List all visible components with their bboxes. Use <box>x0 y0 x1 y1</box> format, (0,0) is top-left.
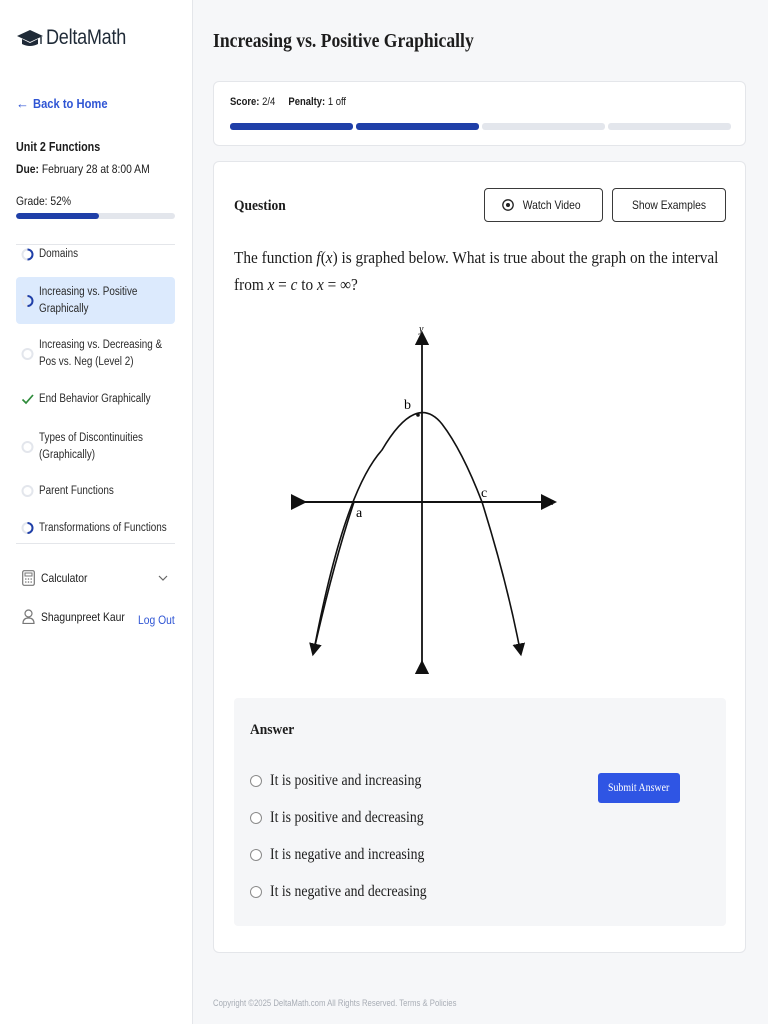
score-card <box>213 81 746 146</box>
point-label-b: b <box>404 398 411 413</box>
sidebar-item-domains[interactable] <box>16 245 175 263</box>
show-examples-button[interactable]: Show Examples <box>612 188 726 222</box>
logo[interactable] <box>16 24 139 52</box>
score-label: Score: <box>230 96 260 108</box>
back-to-home-link[interactable] <box>16 96 120 111</box>
grade-text: Grade: 52% <box>16 194 72 208</box>
vertex-point <box>416 413 420 417</box>
progress-segment <box>608 123 731 130</box>
logout-link[interactable]: Log Out <box>138 613 175 627</box>
answer-option-text: It is negative and increasing <box>270 846 425 863</box>
radio-button[interactable] <box>250 812 262 824</box>
point-label-c: c <box>481 486 488 501</box>
back-label: Back to Home <box>33 96 108 111</box>
score-line <box>230 96 365 108</box>
answer-option-text: It is positive and increasing <box>270 772 422 789</box>
progress-segment <box>230 123 353 130</box>
answer-section <box>234 698 726 926</box>
grade-progress-fill <box>16 213 99 219</box>
answer-option[interactable] <box>250 846 450 864</box>
page-title: Increasing vs. Positive Graphically <box>213 30 474 52</box>
sidebar <box>0 0 193 1024</box>
answer-option[interactable] <box>250 809 449 827</box>
function-graph <box>214 162 747 682</box>
sidebar-item-label: Domains <box>39 247 79 260</box>
check-icon <box>21 393 34 406</box>
sidebar-item-label: Parent Functions <box>39 484 114 497</box>
grade-progress-bar <box>16 213 175 219</box>
sidebar-item-parent-functions[interactable] <box>16 480 175 502</box>
progress-segment <box>482 123 605 130</box>
penalty-label: Penalty: <box>288 96 326 108</box>
brand-name: DeltaMath <box>46 26 126 49</box>
sidebar-item-end-behavior[interactable] <box>16 388 175 410</box>
due-date: Due: February 28 at 8:00 AM <box>16 162 150 176</box>
sidebar-item-label: Types of Discontinuities (Graphically) <box>39 432 143 461</box>
answer-label: Answer <box>250 722 295 738</box>
sidebar-item-label: Increasing vs. Positive Graphically <box>39 285 138 315</box>
progress-segment <box>356 123 479 130</box>
radio-button[interactable] <box>250 849 262 861</box>
point-label-a: a <box>356 506 363 521</box>
watch-video-button[interactable]: Watch Video <box>484 188 603 222</box>
score-value: 2/4 <box>262 96 276 108</box>
sidebar-item-transformations[interactable] <box>16 517 175 539</box>
answer-option-text: It is positive and decreasing <box>270 809 424 826</box>
answer-option[interactable] <box>250 883 452 901</box>
radio-button[interactable] <box>250 775 262 787</box>
chevron-down-icon <box>158 574 168 582</box>
submit-answer-button[interactable]: Submit Answer <box>598 773 680 803</box>
y-axis-label: y <box>419 324 424 335</box>
status-partial-icon <box>21 522 34 535</box>
sidebar-item-increasing-vs-decreasing[interactable] <box>16 332 175 376</box>
answer-option[interactable] <box>250 772 446 790</box>
sidebar-item-label: Increasing vs. Decreasing & Pos vs. Neg (Level 2) <box>39 339 163 368</box>
sidebar-item-increasing-vs-positive[interactable] <box>16 277 175 324</box>
sidebar-item-label: End Behavior Graphically <box>39 392 151 405</box>
sidebar-item-discontinuities[interactable] <box>16 425 175 469</box>
x-axis-label: x <box>549 497 554 508</box>
calculator-toggle[interactable] <box>22 570 172 586</box>
user-icon <box>22 609 35 624</box>
status-partial-icon <box>21 248 34 261</box>
parabola-left-arm <box>314 502 354 650</box>
answer-option-text: It is negative and decreasing <box>270 883 427 900</box>
unit-title: Unit 2 Functions <box>16 140 101 154</box>
user-name: Shagunpreet Kaur <box>41 609 125 624</box>
calculator-icon <box>22 570 35 586</box>
divider <box>16 543 175 544</box>
question-text: The function f(x) is graphed below. What is true about the graph on the interval from x = c to x = ∞? <box>234 248 719 294</box>
penalty-value: 1 off <box>327 96 347 108</box>
status-empty-icon <box>21 441 34 454</box>
sidebar-item-label: Transformations of Functions <box>39 521 167 534</box>
status-empty-icon <box>21 348 34 361</box>
question-label: Question <box>234 198 286 214</box>
radio-button[interactable] <box>250 886 262 898</box>
assignment-list <box>16 244 175 534</box>
status-empty-icon <box>21 485 34 498</box>
arrow-left-icon: ← <box>16 96 29 111</box>
question-card <box>213 161 746 953</box>
status-partial-icon <box>21 294 34 307</box>
footer-copyright: Copyright ©2025 DeltaMath.com All Rights Reserved. Terms & Policies <box>213 998 457 1008</box>
graduation-cap-icon <box>16 27 44 49</box>
calculator-label: Calculator <box>41 571 88 585</box>
